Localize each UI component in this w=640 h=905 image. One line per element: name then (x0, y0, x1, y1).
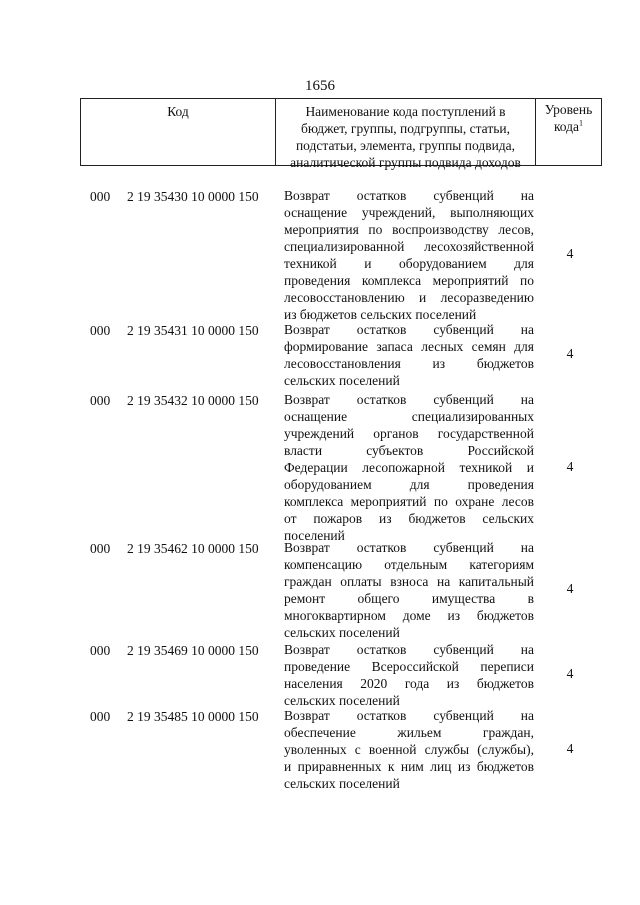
header-level-word: кода (553, 119, 580, 134)
description-line: оснащение учреждений, выполняющих (284, 205, 534, 220)
table-row (0, 321, 640, 389)
row-level: 4 (566, 666, 574, 681)
row-description (284, 641, 534, 709)
description-line: лесовосстановлению и лесоразведению (284, 290, 534, 305)
row-code: 2 19 35469 10 0000 150 (127, 643, 259, 658)
description-line: сельских поселений (284, 776, 400, 791)
row-group-code: 000 (90, 709, 111, 724)
row-description (284, 707, 534, 792)
table-row (0, 539, 640, 641)
row-group-code: 000 (90, 189, 111, 204)
description-line: из бюджетов сельских поселений (284, 307, 477, 322)
description-line: сельских поселений (284, 693, 400, 708)
header-name-line: бюджет, группы, подгруппы, статьи, (301, 121, 510, 136)
description-line: граждан оплаты взноса на капитальный (284, 574, 534, 589)
description-line: комплекса мероприятий по охране лесов (284, 494, 534, 509)
row-code: 2 19 35485 10 0000 150 (127, 709, 259, 724)
description-line: от пожаров из бюджетов сельских (284, 511, 534, 526)
header-level-line: Уровень (544, 102, 593, 117)
description-line: обеспечение жильем граждан, (284, 725, 534, 740)
header-name-line: Наименование кода поступлений в (305, 104, 506, 119)
description-line: Возврат остатков субвенций на (284, 708, 534, 723)
row-level: 4 (566, 459, 574, 474)
row-code: 2 19 35462 10 0000 150 (127, 541, 259, 556)
row-level: 4 (566, 581, 574, 596)
description-line: Возврат остатков субвенций на (284, 188, 534, 203)
table-row (0, 641, 640, 709)
table-row (0, 391, 640, 544)
row-level: 4 (566, 346, 574, 361)
header-name-line: аналитической группы подвида доходов (290, 155, 521, 170)
row-description (284, 539, 534, 641)
description-line: проведение Всероссийской переписи (284, 659, 534, 674)
row-description (284, 321, 534, 389)
description-line: поселений (284, 528, 345, 543)
description-line: населения 2020 года из бюджетов (284, 676, 534, 691)
header-code: Код (81, 99, 276, 165)
description-line: сельских поселений (284, 625, 400, 640)
description-line: оснащение специализированных (284, 409, 534, 424)
row-group-code: 000 (90, 323, 111, 338)
row-code: 2 19 35430 10 0000 150 (127, 189, 259, 204)
description-line: многоквартирном доме из бюджетов (284, 608, 534, 623)
row-description (284, 391, 534, 544)
description-line: техникой и оборудованием для (284, 256, 534, 271)
row-level: 4 (566, 741, 574, 756)
description-line: мероприятия по воспроизводству лесов, (284, 222, 534, 237)
description-line: лесовосстановления из бюджетов (284, 356, 534, 371)
table-header (80, 98, 602, 170)
description-line: Возврат остатков субвенций на (284, 322, 534, 337)
footnote-mark: 1 (579, 118, 584, 128)
header-name-line: подстатьи, элемента, группы подвида, (295, 138, 516, 153)
description-line: Возврат остатков субвенций на (284, 392, 534, 407)
description-line: оборудованием для проведения (284, 477, 534, 492)
description-line: Возврат остатков субвенций на (284, 540, 534, 555)
description-line: и приравненных к ним лиц из бюджетов (284, 759, 534, 774)
row-group-code: 000 (90, 393, 111, 408)
description-line: формирование запаса лесных семян для (284, 339, 534, 354)
row-description (284, 187, 534, 323)
description-line: власти субъектов Российской (284, 443, 534, 458)
row-code: 2 19 35432 10 0000 150 (127, 393, 259, 408)
description-line: учреждений органов государственной (284, 426, 534, 441)
description-line: проведения комплекса мероприятий по (284, 273, 534, 288)
header-level (536, 99, 601, 165)
table-row (0, 707, 640, 792)
header-level-line (536, 118, 601, 135)
row-group-code: 000 (90, 541, 111, 556)
description-line: компенсацию отдельным категориям (284, 557, 534, 572)
row-group-code: 000 (90, 643, 111, 658)
description-line: уволенных с военной службы (службы), (284, 742, 534, 757)
description-line: специализированной лесохозяйственной (284, 239, 534, 254)
header-name (276, 99, 536, 170)
description-line: сельских поселений (284, 373, 400, 388)
description-line: Федерации лесопожарной техникой и (284, 460, 534, 475)
description-line: ремонт общего имущества в (284, 591, 534, 606)
row-code: 2 19 35431 10 0000 150 (127, 323, 259, 338)
description-line: Возврат остатков субвенций на (284, 642, 534, 657)
table-row (0, 187, 640, 323)
row-level: 4 (566, 246, 574, 261)
page-number: 1656 (305, 78, 335, 94)
